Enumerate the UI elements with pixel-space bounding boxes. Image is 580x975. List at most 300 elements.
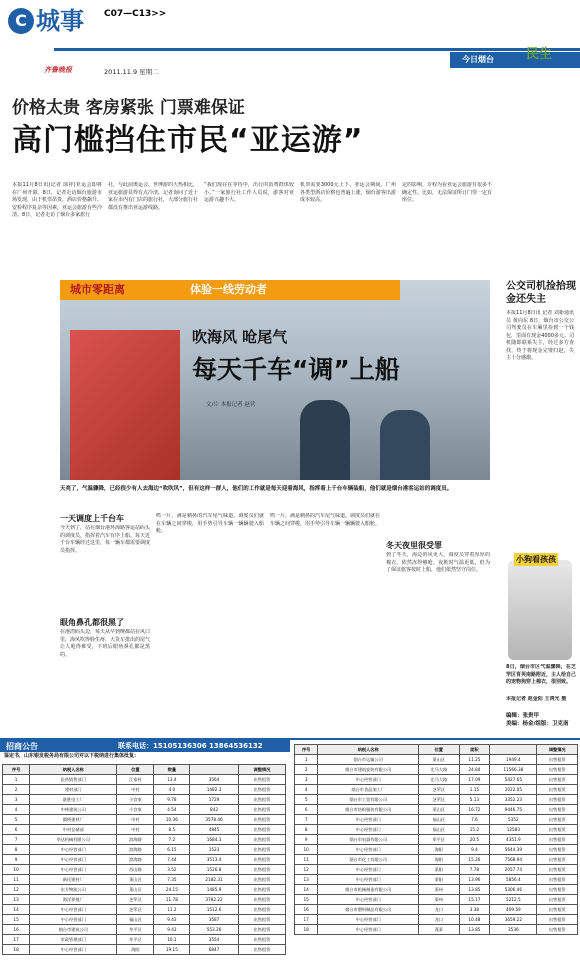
table-row [295,915,578,925]
table-cell: 烟台市机械制造有限公司 [318,885,419,895]
table-row [3,825,286,835]
section-title: 城事 [36,7,84,35]
table-row [3,835,286,845]
table-cell: 3564 [190,775,239,785]
table-cell: 9 [295,835,318,845]
table-cell: 出售租赁 [238,915,285,925]
table-cell: 出售租赁 [537,835,578,845]
table-cell: 17 [295,915,318,925]
worker-figure [300,400,350,480]
table-cell: 出售租赁 [537,915,578,925]
table-cell: 10 [3,865,30,875]
truck-image [70,330,180,480]
table-cell: 13 [3,895,30,905]
table-cell: 新民建材厂 [30,875,117,885]
table-cell: 海阳 [117,945,154,955]
section-body: 在港湾码头边，每天从早到晚都站在风口里，海风吹得脸生疼，大货车排出的尾气让人呛得难受，下班后眼角鼻孔都是黑的。 [60,629,150,658]
table-cell: 芝罘区 [117,905,154,915]
table-cell: 3352.23 [490,795,537,805]
ad-table-left [2,764,286,955]
banner-left-text: 城市零距离 [70,283,125,296]
table-row [295,755,578,765]
table-cell: 9.78 [154,795,190,805]
table-cell: 4.0 [154,785,190,795]
table-cell: 6.15 [154,845,190,855]
table-cell: 出售租赁 [537,895,578,905]
table-row [3,855,286,865]
table-cell: 13.4 [154,775,190,785]
table-cell: 芝罘区 [117,895,154,905]
table-cell: 出售租赁 [537,785,578,795]
table-cell: 中心经营部门 [318,915,419,925]
table-cell: 华达机械有限公司 [30,835,117,845]
section-body: 今天到了，站在烟台港环海路客运站码头的调度员，指挥着汽车有序上船。每天近千台车辆经过这里，每一辆车都需要调度员指挥。 [60,525,150,554]
table-cell: 1485.9 [190,885,239,895]
table-cell: 莱山区 [117,885,154,895]
table-cell: 莱阳 [419,875,460,885]
table-cell: 海洋养殖厂 [30,895,117,905]
table-cell: 3554 [190,935,239,945]
table-cell: 出售租赁 [238,815,285,825]
table-row [295,845,578,855]
table-cell: 北马大路 [419,765,460,775]
table-cell: 4 [3,805,30,815]
story-column-2: 社，与此前奥运会、世博游的大热相比，亚运旅游显得有点冷清。记者询问了近十家在市内有门店的旅行社，大部分旅行社都没有推出亚运游线路。 [108,182,198,211]
table-cell: 中村 [117,815,154,825]
table-cell: 烟台市纺织服装有限公司 [318,805,419,815]
table-cell: 中心经营部门 [318,865,419,875]
table-cell: 9 [3,855,30,865]
table-cell: 莱州 [419,895,460,905]
table-cell: 烟台市运输公司 [318,755,419,765]
table-cell: 20.5 [459,835,490,845]
table-row [295,885,578,895]
table-cell: 1512.6 [190,905,239,915]
photo-label: 小狗看孩孩 [514,553,558,566]
table-cell: 莱州 [419,885,460,895]
table-cell: 5644.39 [490,845,537,855]
table-cell: 5.13 [459,795,490,805]
table-cell: 中心经营部门 [30,905,117,915]
table-row [295,895,578,905]
table-cell: 出售租赁 [238,785,285,795]
ad-hotline: 联系电话：15105136306 13864536132 [118,742,263,750]
table-cell: 莱山区 [419,805,460,815]
table-cell: 1482.3 [190,785,239,795]
table-cell: 11566.38 [490,765,537,775]
table-cell: 5856.4 [490,875,537,885]
table-cell: 3782.22 [190,895,239,905]
table-cell: 9446.75 [490,805,537,815]
table-cell: 1523 [190,845,239,855]
story-column-mid: 鸣一片，满是刺鼻的汽车尾气味道。调度员们就在车辆之间穿梭，用手势引导车辆一辆辆驶入船舱。 [270,513,380,527]
table-row [3,925,286,935]
table-cell: 1.15 [459,785,490,795]
table-cell: 出售租赁 [537,805,578,815]
ad-title: 招商公告 [6,742,38,751]
column-header: 位置 [419,745,460,755]
table-cell: 莱山区 [419,755,460,765]
table-cell: 中心经营部门 [30,845,117,855]
table-row [295,815,578,825]
table-cell: 11 [295,855,318,865]
table-cell: 11 [3,875,30,885]
column-header: 位置 [117,765,154,775]
table-cell: 出售租赁 [238,895,285,905]
table-cell: 2182.31 [190,875,239,885]
section-body: 到了冬天，海边的风更大，调度员穿着厚厚的棉衣，依然冻得够呛。夜班时气温更低，但为了保证旅客按时上船，他们依然坚守岗位。 [386,552,490,573]
section-name: 民生 [526,47,553,62]
table-cell: 18 [295,925,318,935]
table-row [3,795,286,805]
table-cell: 14 [295,885,318,895]
table-cell: 牟平区 [117,935,154,945]
table-cell: 龙口 [419,915,460,925]
table-cell: 19.15 [154,945,190,955]
table-cell: 10.36 [154,815,190,825]
table-row [3,785,286,795]
table-row [295,775,578,785]
table-cell: 14 [3,905,30,915]
table-cell: 15 [3,915,30,925]
table-cell: 9.43 [154,915,190,925]
column-header: 调整情况 [238,765,285,775]
photo-main-title: 每天千车“调”上船 [192,355,400,384]
column-header: 纳税人名称 [318,745,419,755]
masthead [0,0,580,42]
table-row [295,825,578,835]
paper-name: 齐鲁晚报 [44,66,72,74]
table-cell: 中心经营部门 [318,875,419,885]
table-cell: 出售租赁 [537,845,578,855]
column-header [190,765,239,775]
table-cell: 3659.22 [490,915,537,925]
table-cell: 联胜电工厂 [30,795,117,805]
table-cell: 中村仓储部 [30,825,117,835]
worker-figure [380,410,430,480]
table-cell: 11.25 [459,755,490,765]
table-cell: 5427.65 [490,775,537,785]
table-cell: 建材部门 [30,785,117,795]
table-cell: 芝罘区 [419,795,460,805]
story-column-5: 定的影响，专程为看亚运会旅游有很多不确定性。比如，无法保证所订门票一定有座位。 [402,182,492,203]
table-cell: 中心经营部门 [318,845,419,855]
table-cell: 出售租赁 [537,875,578,885]
table-cell: 中心经营部门 [318,895,419,905]
table-cell: 24.15 [154,885,190,895]
table-cell: 烟台市电器有限公司 [318,835,419,845]
table-cell: 江家村 [117,775,154,785]
table-cell: 中心经营部门 [30,855,117,865]
photo-credit: 本报记者 赵金阳 王鸿光 摄 [506,696,567,702]
table-row [295,865,578,875]
table-cell: 龙口 [419,905,460,915]
column-header: 序号 [3,765,30,775]
table-cell: 中心经营部门 [318,925,419,935]
section-heading: 冬天夜里很受罪 [386,541,442,550]
table-cell: 13.85 [459,885,490,895]
table-cell: 7568.94 [490,855,537,865]
table-row [3,805,286,815]
table-cell: 3513.4 [190,855,239,865]
section-heading: 一天调度上千台车 [60,514,124,523]
dog-photo [508,560,572,660]
table-cell: 6847 [190,945,239,955]
photo-caption: 8日，烟台市区气温骤降，在芝罘区育英南路附近，主人给自己的宠物狗穿上棉衣，很别致。 [506,664,576,685]
sidebar-headline: 公交司机捡拾现金还失主 [506,281,576,305]
table-row [3,905,286,915]
table-cell: 中心经营部门 [318,825,419,835]
table-cell: 滨海路 [117,855,154,865]
table-cell: 出售租赁 [238,825,285,835]
table-cell: 出售租赁 [238,925,285,935]
table-cell: 11.2 [154,905,190,915]
table-row [3,945,286,955]
story-column-3: “我们现在在等待中，出行的消费群体较小。”一家旅行社工作人员说，游客对亚运游兴趣不大。 [204,182,294,203]
table-cell: 烟台市化工有限公司 [318,855,419,865]
table-cell: 福山区 [419,815,460,825]
table-cell: 1684.3 [190,835,239,845]
table-cell: 中心经营部门 [30,915,117,925]
table-cell: 5212.5 [490,895,537,905]
table-row [295,925,578,935]
table-row [3,895,286,905]
table-cell: 842 [190,805,239,815]
table-cell: 中心经营部门 [30,865,117,875]
table-cell: 409.59 [490,905,537,915]
table-cell: 16 [295,905,318,915]
table-cell: 8.5 [154,825,190,835]
table-cell: 福山区 [117,915,154,925]
table-cell: 15.17 [459,895,490,905]
story-kicker: 价格太贵 客房紧张 门票难保证 [12,98,245,118]
table-cell: 出售租赁 [537,905,578,915]
table-cell: 10.1 [154,935,190,945]
table-cell: 出售租赁 [238,885,285,895]
ad-intro: 鉴定书，山东银发税务局有限公司对以下税纳进行集体批复： [4,753,140,759]
table-cell: 1729 [190,795,239,805]
photo-caption: 天亮了，气温骤降，已经很少有人去海边“吹吹风”，但有这样一群人，他们的工作就是每天迎着海风，指挥着上千台车辆装船，他们就是烟台港客运站的调度员。 [60,486,453,492]
table-cell: 中村 [117,825,154,835]
table-cell: 13.85 [459,925,490,935]
table-cell: 西山路 [117,865,154,875]
table-cell: 出售租赁 [537,855,578,865]
table-row [295,875,578,885]
table-row [3,875,286,885]
table-cell: 1 [3,775,30,785]
table-cell: 蓬莱 [419,925,460,935]
table-cell: 圆桥建材厂 [30,815,117,825]
table-cell: 1949.4 [490,755,537,765]
table-cell: 7 [3,835,30,845]
edition-label: 今日烟台 [462,55,494,64]
table-cell: 出售租赁 [537,825,578,835]
table-cell: 11.78 [154,895,190,905]
banner-right-text: 体验一线劳动者 [190,283,267,296]
table-cell: 出售租赁 [537,775,578,785]
table-cell: 7.35 [154,875,190,885]
table-cell: 7.78 [459,865,490,875]
table-cell: 出售租赁 [537,765,578,775]
table-cell: 10.48 [459,915,490,925]
table-cell: 出售租赁 [537,925,578,935]
table-cell: 出售租赁 [537,885,578,895]
table-cell: 15 [295,895,318,905]
table-cell: 小宫家 [117,795,154,805]
table-cell: 4845 [190,825,239,835]
table-row [295,795,578,805]
page-range: C07—C13>> [104,9,167,19]
table-cell: 滨海路 [117,845,154,855]
table-cell: 医药销售部门 [30,775,117,785]
table-cell: 16.72 [459,805,490,815]
table-cell: 12 [295,865,318,875]
table-cell: 17 [3,935,30,945]
table-cell: 海阳 [419,845,460,855]
table-cell: 6 [295,805,318,815]
table-cell: 烟台市建筑安装有限公司 [318,765,419,775]
column-header: 序号 [295,745,318,755]
table-row [295,855,578,865]
table-cell: 莱阳 [419,865,460,875]
column-header: 数量 [154,765,190,775]
table-cell: 中心经营部门 [318,775,419,785]
table-cell: 15.26 [459,855,490,865]
table-cell: 3 [3,795,30,805]
story-headline: 高门槛挡住市民“亚运游” [12,123,364,158]
column-header: 调整情况 [537,745,578,755]
table-row [3,935,286,945]
table-cell: 3536 [490,925,537,935]
table-cell: 8 [295,825,318,835]
table-cell: 1022.05 [490,785,537,795]
sidebar-body: 本报11月8日讯 记者 刘新通讯员 黄向东 8日，烟台市公交公司驾驶员在车厢里捡到一个钱包，里面有现金4000多元。司机随即联系失主，经过多方查找，终于将现金完璧归赵，失主十分感激。 [506,310,574,361]
table-cell: 15.2 [459,825,490,835]
table-cell: 3.38 [459,905,490,915]
column-header: 纳税人名称 [30,765,117,775]
table-cell: 出售租赁 [238,945,285,955]
table-cell: 烟台市建筑公司 [30,925,117,935]
table-cell: 553.26 [190,925,239,935]
table-cell: 7.44 [154,855,190,865]
table-cell: 4351.9 [490,835,537,845]
editor-credit: 编辑：张贵甲 美编：杨金/组版：卫克南 [506,713,569,728]
table-row [295,905,578,915]
table-cell: 17.09 [459,775,490,785]
table-cell: 出售租赁 [238,775,285,785]
table-cell: 出售租赁 [238,855,285,865]
table-cell: 北马大路 [419,775,460,785]
table-cell: 5 [295,795,318,805]
table-cell: 5 [3,815,30,825]
table-cell: 13 [295,875,318,885]
table-cell: 中林建筑公司 [30,805,117,815]
table-cell: 2057.74 [490,865,537,875]
table-cell: 出售租赁 [537,865,578,875]
table-cell: 5306.46 [490,885,537,895]
table-cell: 2 [295,765,318,775]
table-cell: 3.52 [154,865,190,875]
table-cell: 9.4 [459,845,490,855]
table-cell: 3 [295,775,318,785]
ad-table-right [294,744,578,935]
table-cell: 滨海路 [117,835,154,845]
column-header [490,745,537,755]
table-cell: 12583 [490,825,537,835]
table-cell: 海阳 [419,855,460,865]
photo-subtitle: 吹海风 呛尾气 [192,328,288,346]
issue-date: 2011.11.9 星期二 [104,68,159,76]
table-row [295,835,578,845]
table-row [3,885,286,895]
table-cell: 出售租赁 [537,755,578,765]
section-logo-icon: C [8,8,34,34]
photo-credit: 文/片 本报记者 赵营 [206,402,256,408]
table-cell: 中心经营部门 [318,815,419,825]
story-column-4: 机票需要3000元上下，亚运会期间，广州各类型酒店价格也普遍上涨，烟台游客出游成本较高。 [300,182,396,203]
table-cell: 牟平区 [117,925,154,935]
table-cell: 出售租赁 [238,875,285,885]
table-cell: 烟台市塑料制品有限公司 [318,905,419,915]
table-cell: 1 [295,755,318,765]
table-cell: 1526.8 [190,865,239,875]
table-cell: 6 [3,825,30,835]
table-row [295,805,578,815]
table-row [3,845,286,855]
table-cell: 中村 [117,785,154,795]
table-cell: 出售租赁 [238,835,285,845]
table-cell: 东方物流公司 [30,885,117,895]
table-cell: 13.96 [459,875,490,885]
table-row [3,775,286,785]
table-cell: 12 [3,885,30,895]
table-cell: 7 [295,815,318,825]
table-cell: 4.54 [154,805,190,815]
table-header-row [295,745,578,755]
table-cell: 出售租赁 [238,805,285,815]
table-cell: 3587 [190,915,239,925]
table-cell: 出售租赁 [238,865,285,875]
table-cell: 牟平区 [419,835,460,845]
table-cell: 出售租赁 [537,795,578,805]
table-cell: 出售租赁 [238,905,285,915]
table-row [3,915,286,925]
table-row [3,865,286,875]
table-row [3,815,286,825]
table-cell: 9.43 [154,925,190,935]
table-cell: 10 [295,845,318,855]
table-cell: 18 [3,945,30,955]
table-header-row [3,765,286,775]
table-cell: 烟台市工贸有限公司 [318,795,419,805]
table-cell: 2 [3,785,30,795]
table-cell: 莱山区 [117,875,154,885]
table-row [295,765,578,775]
table-cell: 7.6 [459,815,490,825]
section-heading: 眼角鼻孔都很黑了 [60,618,124,627]
table-cell: 7.2 [154,835,190,845]
masthead-rule [54,48,580,51]
table-cell: 出售租赁 [238,935,285,945]
column-header: 面积 [459,745,490,755]
table-row [295,785,578,795]
table-cell: 出售租赁 [238,795,285,805]
table-cell: 市政管理部门 [30,935,117,945]
table-cell: 福山区 [419,825,460,835]
table-cell: 芝罘区 [419,785,460,795]
table-cell: 3578.46 [190,815,239,825]
table-cell: 8 [3,845,30,855]
